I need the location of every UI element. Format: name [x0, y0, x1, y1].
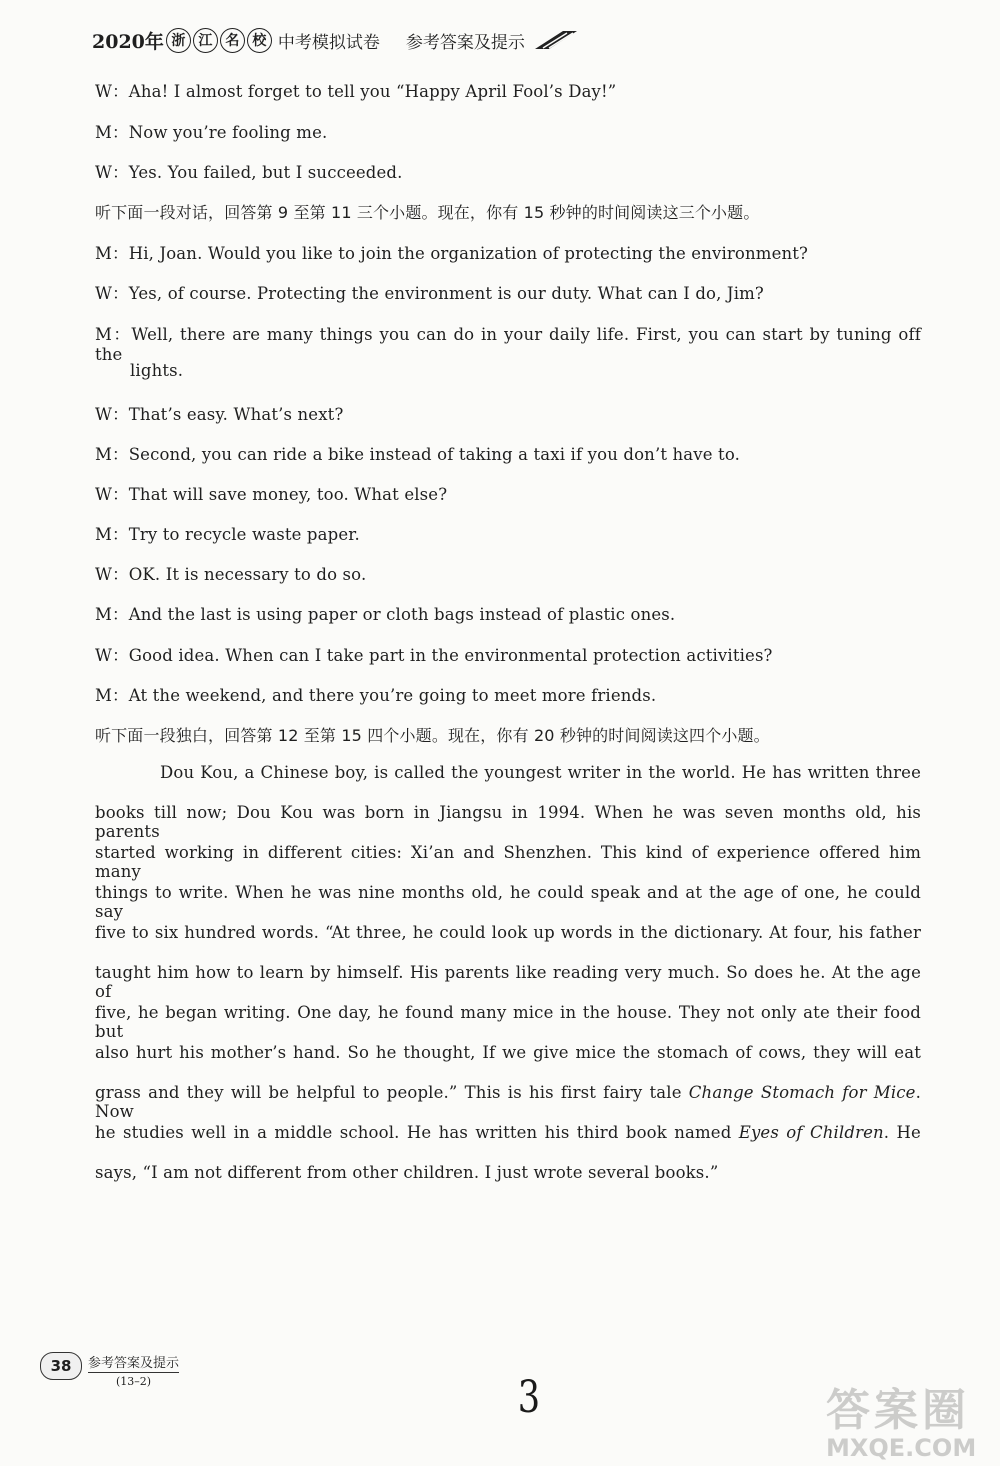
footer-label-block	[88, 1352, 179, 1388]
dialogue-line: M：Now you’re fooling me.	[95, 123, 328, 142]
monologue-line: five, he began writing. One day, he found many mice in the house. They not only ate their food but	[95, 1003, 921, 1041]
header-circled-char: 名	[220, 28, 245, 53]
monologue-line: five to six hundred words. “At three, he could look up words in the dictionary. At four, his father	[95, 923, 921, 942]
book-title: Change Stomach for Mice	[688, 1083, 916, 1102]
page-header	[92, 22, 579, 58]
header-year: 2020年	[92, 30, 164, 53]
header-circled-char: 浙	[166, 28, 191, 53]
footer-sub: (13–2)	[115, 1375, 152, 1388]
dialogue-line: M：Hi, Joan. Would you like to join the organization of protecting the environment?	[95, 244, 809, 263]
header-circled-char: 江	[193, 28, 218, 53]
monologue-line: says, “I am not different from other children. I just wrote several books.”	[95, 1163, 719, 1182]
monologue-line: taught him how to learn by himself. His parents like reading very much. So does he. At the age of	[95, 963, 921, 1001]
dialogue-line: M：Try to recycle waste paper.	[95, 525, 360, 544]
book-title: Eyes of Children	[738, 1123, 884, 1142]
handwritten-mark: 3	[517, 1372, 541, 1423]
instruction-line: 听下面一段独白，回答第 12 至第 15 四个小题。现在，你有 20 秒钟的时间阅读这四个小题。	[95, 726, 770, 745]
dialogue-line-continued: lights.	[130, 361, 184, 380]
monologue-line	[95, 1083, 921, 1121]
line-text: . He	[883, 1123, 921, 1142]
dialogue-line: W：Yes. You failed, but I succeeded.	[95, 163, 403, 182]
dialogue-line: W：That’s easy. What’s next?	[95, 405, 344, 424]
dialogue-line: W：OK. It is necessary to do so.	[95, 565, 367, 584]
dialogue-line: W：Aha! I almost forget to tell you “Happy April Fool’s Day!”	[95, 82, 617, 101]
monologue-line: Dou Kou, a Chinese boy, is called the youngest writer in the world. He has written three	[160, 763, 921, 782]
watermark-cn: 答案圈	[826, 1385, 970, 1436]
line-text: grass and they will be helpful to people.” This is his first fairy tale	[95, 1083, 689, 1102]
page-footer	[40, 1352, 179, 1388]
slash-decoration-icon	[533, 29, 579, 51]
dialogue-line: M：At the weekend, and there you’re going to meet more friends.	[95, 686, 657, 705]
monologue-line: started working in different cities: Xi’an and Shenzhen. This kind of experience offered him many	[95, 843, 921, 881]
watermark-en: MXQE.COM	[826, 1434, 977, 1462]
line-text: . Now	[95, 1083, 921, 1121]
dialogue-line: W：Yes, of course. Protecting the environment is our duty. What can I do, Jim?	[95, 284, 764, 303]
monologue-line	[95, 1123, 921, 1142]
dialogue-line: M：Second, you can ride a bike instead of taking a taxi if you don’t have to.	[95, 445, 741, 464]
dialogue-line: W：Good idea. When can I take part in the environmental protection activities?	[95, 646, 773, 665]
dialogue-line: M：And the last is using paper or cloth bags instead of plastic ones.	[95, 605, 676, 624]
dialogue-line: W：That will save money, too. What else?	[95, 485, 448, 504]
footer-label: 参考答案及提示	[88, 1352, 179, 1373]
instruction-line: 听下面一段对话，回答第 9 至第 11 三个小题。现在，你有 15 秒钟的时间阅读这三个小题。	[95, 203, 760, 222]
monologue-line: things to write. When he was nine months old, he could speak and at the age of one, he could say	[95, 883, 921, 921]
monologue-line: also hurt his mother’s hand. So he thought, If we give mice the stomach of cows, they will eat	[95, 1043, 921, 1062]
page-number: 38	[40, 1352, 82, 1380]
monologue-line: books till now; Dou Kou was born in Jiangsu in 1994. When he was seven months old, his parents	[95, 803, 921, 841]
line-text: he studies well in a middle school. He has written his third book named	[95, 1123, 739, 1142]
dialogue-line: M：Well, there are many things you can do in your daily life. First, you can start by tuning off the	[95, 325, 921, 364]
header-series-title: 中考模拟试卷	[277, 32, 380, 53]
header-circled-char: 校	[247, 28, 272, 53]
header-answers-label: 参考答案及提示	[405, 32, 525, 53]
watermark	[826, 1374, 986, 1460]
